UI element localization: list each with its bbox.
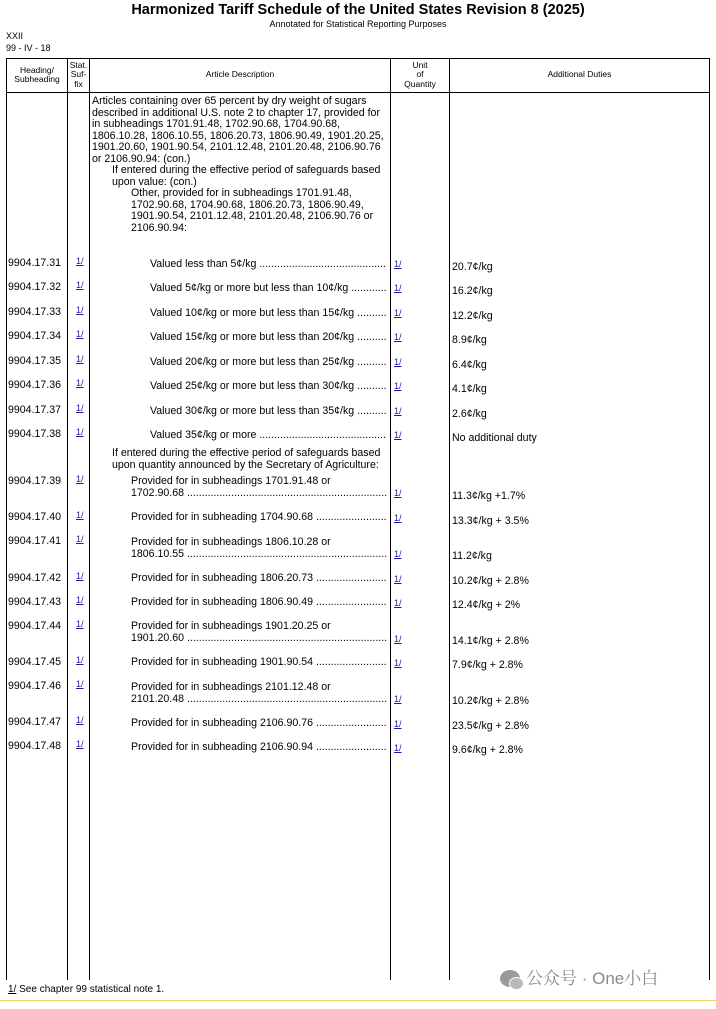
unit-note[interactable]: 1/ — [394, 719, 402, 729]
unit-note[interactable]: 1/ — [394, 743, 402, 753]
safeguard-value-heading: upon value: (con.) — [112, 175, 197, 188]
intro-line: in subheadings 1701.91.48, 1702.90.68, 1704.90.68, — [92, 118, 340, 130]
other-heading: 1702.90.68, 1704.90.68, 1806.20.73, 1806.90.49, — [131, 198, 364, 211]
column-divider — [390, 58, 391, 980]
article-description: Provided for in subheadings 1901.20.25 or — [131, 620, 331, 632]
article-description: 1806.10.55 ..... — [131, 549, 387, 560]
heading-code: 9904.17.41 — [8, 535, 62, 547]
stat-suffix-note[interactable]: 1/ — [76, 715, 84, 725]
heading-code: 9904.17.34 — [8, 330, 62, 342]
intro-line: Articles containing over 65 percent by dry weight of sugars — [92, 95, 367, 107]
additional-duty: 11.2¢/kg — [452, 550, 492, 562]
additional-duty: 10.2¢/kg + 2.8% — [452, 695, 529, 707]
unit-note[interactable]: 1/ — [394, 488, 402, 498]
unit-note[interactable]: 1/ — [394, 430, 402, 440]
article-description: Provided for in subheadings 2101.12.48 or — [131, 681, 331, 693]
article-description: Provided for in subheading 1806.90.49 ..... — [131, 597, 387, 608]
heading-code: 9904.17.46 — [8, 680, 62, 692]
heading-code: 9904.17.44 — [8, 620, 62, 632]
additional-duty: 2.6¢/kg — [452, 408, 487, 420]
column-divider — [89, 58, 90, 980]
article-description: Provided for in subheading 2106.90.94 ..... — [131, 742, 387, 753]
heading-code: 9904.17.32 — [8, 281, 62, 293]
unit-note[interactable]: 1/ — [394, 513, 402, 523]
heading-code: 9904.17.36 — [8, 379, 62, 391]
additional-duty: 11.3¢/kg +1.7% — [452, 490, 526, 502]
unit-note[interactable]: 1/ — [394, 694, 402, 704]
additional-duty: 4.1¢/kg — [452, 383, 487, 395]
unit-note[interactable]: 1/ — [394, 634, 402, 644]
stat-suffix-note[interactable]: 1/ — [76, 619, 84, 629]
article-description: Valued 20¢/kg or more but less than 25¢/kg ..... — [150, 357, 387, 368]
safeguard-quantity-heading: upon quantity announced by the Secretary of Agriculture: — [112, 458, 379, 471]
column-header-description: Article Description — [205, 69, 275, 80]
section-number: XXII — [6, 31, 24, 41]
unit-note[interactable]: 1/ — [394, 283, 402, 293]
article-description: 1901.20.60 ..... — [131, 633, 387, 644]
additional-duty: 20.7¢/kg — [452, 261, 493, 273]
stat-suffix-note[interactable]: 1/ — [76, 534, 84, 544]
article-description: Valued 5¢/kg or more but less than 10¢/kg ..... — [150, 283, 387, 294]
article-description: Provided for in subheading 1901.90.54 ..... — [131, 657, 387, 668]
column-header-duties: Additional Duties — [547, 69, 612, 80]
article-description: Provided for in subheadings 1806.10.28 or — [131, 536, 331, 548]
intro-line: 1806.10.28, 1806.10.55, 1806.20.73, 1806.90.49, 1901.20.25, — [92, 129, 384, 142]
stat-suffix-note[interactable]: 1/ — [76, 679, 84, 689]
stat-suffix-note[interactable]: 1/ — [76, 739, 84, 749]
article-description: Provided for in subheading 1704.90.68 ..... — [131, 512, 387, 523]
other-heading: 2106.90.94: — [131, 221, 187, 234]
heading-code: 9904.17.33 — [8, 306, 62, 318]
heading-code: 9904.17.35 — [8, 355, 62, 367]
intro-line: 1901.20.60, 1901.90.54, 2101.12.48, 2101.20.48, 2106.90.76 — [92, 141, 381, 153]
article-description: Valued 35¢/kg or more ..... — [150, 430, 387, 441]
other-heading: 1901.90.54, 2101.12.48, 2101.20.48, 2106.90.76 or — [131, 210, 374, 222]
unit-note[interactable]: 1/ — [394, 406, 402, 416]
article-description: Valued 25¢/kg or more but less than 30¢/kg ..... — [150, 381, 387, 392]
stat-suffix-note[interactable]: 1/ — [76, 655, 84, 665]
unit-note[interactable]: 1/ — [394, 574, 402, 584]
heading-code: 9904.17.40 — [8, 511, 62, 523]
page-title: Harmonized Tariff Schedule of the United States Revision 8 (2025) — [131, 2, 585, 18]
stat-suffix-note[interactable]: 1/ — [76, 403, 84, 413]
additional-duty: 12.2¢/kg — [452, 310, 493, 322]
article-description: Valued 30¢/kg or more but less than 35¢/kg ..... — [150, 406, 387, 417]
article-description: Valued less than 5¢/kg ..... — [150, 259, 387, 270]
stat-suffix-note[interactable]: 1/ — [76, 378, 84, 388]
table-header-rule — [6, 92, 710, 93]
stat-suffix-note[interactable]: 1/ — [76, 595, 84, 605]
stat-suffix-note[interactable]: 1/ — [76, 571, 84, 581]
additional-duty: 6.4¢/kg — [452, 359, 487, 371]
intro-line: described in additional U.S. note 2 to chapter 17, provided for — [92, 106, 380, 119]
safeguard-value-heading: If entered during the effective period of safeguards based — [112, 164, 381, 176]
stat-suffix-note[interactable]: 1/ — [76, 354, 84, 364]
heading-code: 9904.17.45 — [8, 656, 62, 668]
article-description: Valued 15¢/kg or more but less than 20¢/kg ..... — [150, 332, 387, 343]
footnote-text: See chapter 99 statistical note 1. — [16, 984, 165, 995]
unit-note[interactable]: 1/ — [394, 381, 402, 391]
heading-code: 9904.17.37 — [8, 404, 62, 416]
stat-suffix-note[interactable]: 1/ — [76, 305, 84, 315]
safeguard-quantity-heading: If entered during the effective period of safeguards based — [112, 447, 381, 459]
heading-code: 9904.17.38 — [8, 428, 62, 440]
heading-code: 9904.17.39 — [8, 475, 62, 487]
unit-note[interactable]: 1/ — [394, 357, 402, 367]
column-divider — [449, 58, 450, 980]
article-description: Provided for in subheading 1806.20.73 ..... — [131, 573, 387, 584]
article-description: 2101.20.48 ..... — [131, 694, 387, 705]
stat-suffix-note[interactable]: 1/ — [76, 427, 84, 437]
additional-duty: 16.2¢/kg — [452, 285, 493, 297]
unit-note[interactable]: 1/ — [394, 332, 402, 342]
wechat-icon — [500, 970, 520, 987]
unit-note[interactable]: 1/ — [394, 598, 402, 608]
article-description: Provided for in subheadings 1701.91.48 or — [131, 475, 331, 487]
additional-duty: 12.4¢/kg + 2% — [452, 599, 521, 611]
column-header-unit: Unit of Quantity — [404, 59, 436, 89]
column-header-heading: Heading/ Subheading — [14, 64, 60, 84]
table-left-rule — [6, 58, 7, 980]
column-header-suffix: Stat. Suf- fix — [69, 59, 88, 89]
additional-duty: 9.6¢/kg + 2.8% — [452, 744, 523, 756]
stat-suffix-note[interactable]: 1/ — [76, 280, 84, 290]
article-description: 1702.90.68 ..... — [131, 488, 387, 499]
page-bottom-rule — [0, 1000, 716, 1001]
footnote — [8, 984, 164, 996]
heading-code: 9904.17.31 — [8, 257, 62, 269]
heading-code: 9904.17.48 — [8, 740, 62, 752]
page-reference: 99 - IV - 18 — [6, 43, 51, 53]
other-heading: Other, provided for in subheadings 1701.91.48, — [131, 187, 352, 199]
additional-duty: 14.1¢/kg + 2.8% — [452, 635, 529, 647]
heading-code: 9904.17.47 — [8, 716, 62, 728]
unit-note[interactable]: 1/ — [394, 549, 402, 559]
unit-note[interactable]: 1/ — [394, 658, 402, 668]
table-right-rule — [709, 58, 710, 980]
stat-suffix-note[interactable]: 1/ — [76, 510, 84, 520]
unit-note[interactable]: 1/ — [394, 259, 402, 269]
unit-note[interactable]: 1/ — [394, 308, 402, 318]
additional-duty: 8.9¢/kg — [452, 334, 487, 346]
stat-suffix-note[interactable]: 1/ — [76, 474, 84, 484]
stat-suffix-note[interactable]: 1/ — [76, 256, 84, 266]
page-subtitle: Annotated for Statistical Reporting Purposes — [269, 19, 447, 29]
column-divider — [67, 58, 68, 980]
footnote-mark: 1/ — [8, 984, 17, 995]
article-description: Valued 10¢/kg or more but less than 15¢/kg ..... — [150, 308, 387, 319]
watermark-text: 公众号 · One小白 — [526, 969, 659, 988]
article-description: Provided for in subheading 2106.90.76 ..... — [131, 718, 387, 729]
heading-code: 9904.17.42 — [8, 572, 62, 584]
additional-duty: 10.2¢/kg + 2.8% — [452, 575, 529, 587]
additional-duty: No additional duty — [452, 432, 537, 444]
stat-suffix-note[interactable]: 1/ — [76, 329, 84, 339]
watermark — [500, 968, 658, 990]
additional-duty: 13.3¢/kg + 3.5% — [452, 515, 529, 527]
additional-duty: 7.9¢/kg + 2.8% — [452, 659, 523, 671]
additional-duty: 23.5¢/kg + 2.8% — [452, 720, 529, 732]
intro-line: or 2106.90.94: (con.) — [92, 152, 191, 165]
heading-code: 9904.17.43 — [8, 596, 62, 608]
